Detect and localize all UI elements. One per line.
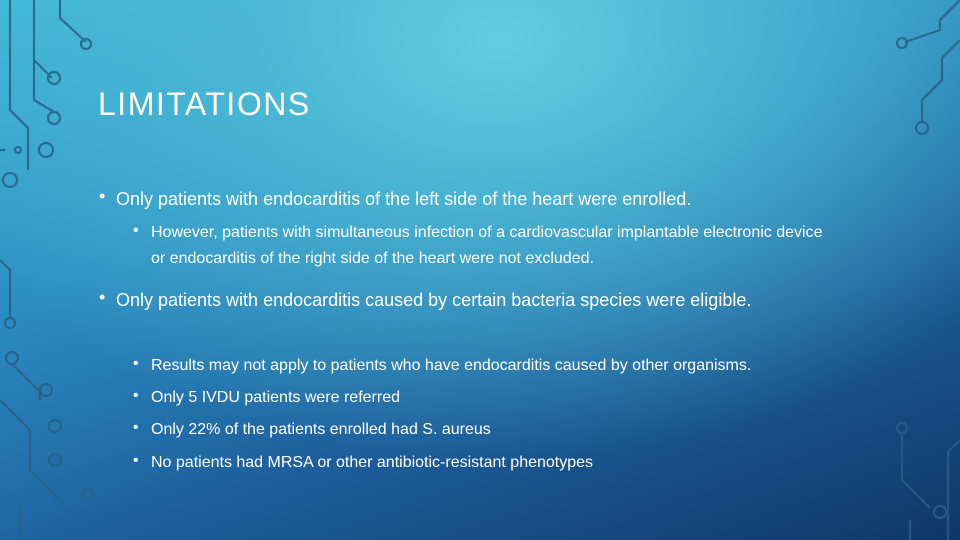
- bullet-2-sub-1: Results may not apply to patients who have endocarditis caused by other organisms.: [151, 357, 752, 374]
- bullet-dot: •: [133, 387, 139, 404]
- bullet-1-sub-1: However, patients with simultaneous infection of a cardiovascular implantable electronic device or endocarditis of the right side of the heart were not excluded.: [151, 224, 823, 267]
- bullet-dot: •: [133, 452, 139, 469]
- bullet-1: Only patients with endocarditis of the left side of the heart were enrolled.: [116, 189, 692, 209]
- bullet-dot: •: [99, 186, 106, 206]
- bullet-2-sub-2: Only 5 IVDU patients were referred: [151, 389, 400, 406]
- bullet-2-sub-3: Only 22% of the patients enrolled had S. aureus: [151, 421, 491, 438]
- bullet-dot: •: [133, 355, 139, 372]
- bullet-2-sub-4: No patients had MRSA or other antibiotic-resistant phenotypes: [151, 454, 594, 471]
- bullet-dot: •: [133, 419, 139, 436]
- bullet-dot: •: [133, 222, 139, 239]
- bullet-2: Only patients with endocarditis caused by certain bacteria species were eligible.: [116, 290, 752, 310]
- bullet-dot: •: [99, 287, 106, 307]
- slide-title: LIMITATIONS: [98, 86, 311, 122]
